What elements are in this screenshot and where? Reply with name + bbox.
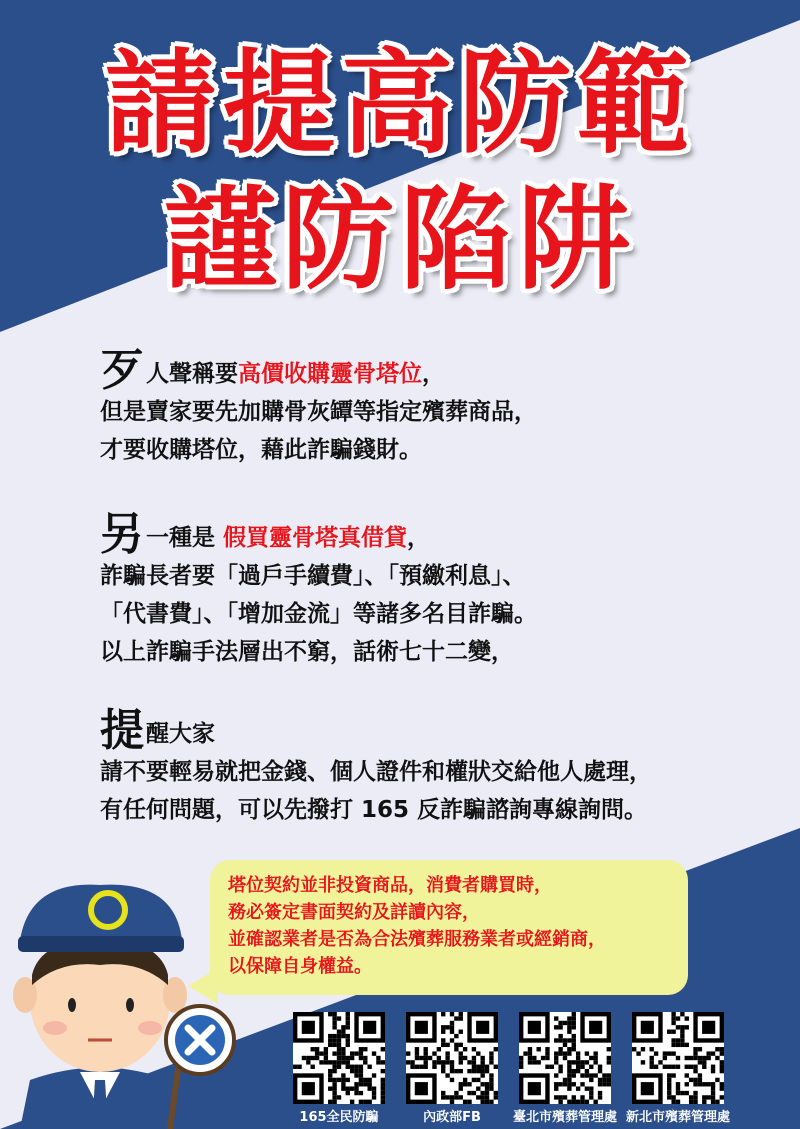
qr-label-165: 165全民防騙 xyxy=(299,1110,379,1125)
paragraph-2-text: 一種是 xyxy=(146,525,224,551)
paragraph-2-highlight: 假買靈骨塔真借貸 xyxy=(223,525,408,551)
paragraph-1 xyxy=(100,345,537,469)
paragraph-3-line-3: 有任何問題，可以先撥打 165 反詐騙諮詢專線詢問。 xyxy=(100,797,648,823)
qr-code-moi-fb[interactable] xyxy=(406,1012,498,1104)
police-officer-illustration xyxy=(0,880,240,1129)
paragraph-3-text: 醒大家 xyxy=(146,721,215,747)
qr-code-icon xyxy=(293,1012,385,1104)
paragraph-3-line-2: 請不要輕易就把金錢、個人證件和權狀交給他人處理， xyxy=(100,759,652,785)
notice-line-4: 以保障自身權益。 xyxy=(228,956,372,977)
paragraph-2-initial: 另 xyxy=(100,509,144,560)
qr-code-icon xyxy=(632,1012,724,1104)
paragraph-2-line-4: 以上詐騙手法層出不窮，話術七十二變， xyxy=(100,639,514,665)
notice-text xyxy=(228,872,606,980)
paragraph-2-line-2: 詐騙長者要「過戶手續費」、「預繳利息」、 xyxy=(100,563,526,589)
paragraph-2 xyxy=(100,509,537,671)
paragraph-1-line-3: 才要收購塔位，藉此詐騙錢財。 xyxy=(100,437,422,463)
paragraph-2-comma: ， xyxy=(407,525,431,551)
paragraph-1-line-2: 但是賣家要先加購骨灰罈等指定殯葬商品， xyxy=(100,399,537,425)
paragraph-2-line-1 xyxy=(100,509,537,560)
notice-line-2: 務必簽定書面契約及詳讀內容， xyxy=(228,902,480,923)
paragraph-1-text: 人聲稱要 xyxy=(146,361,238,387)
qr-code-165[interactable] xyxy=(293,1012,385,1104)
notice-line-1: 塔位契約並非投資商品，消費者購買時， xyxy=(228,875,552,896)
notice-line-3: 並確認業者是否為合法殯葬服務業者或經銷商， xyxy=(228,929,606,950)
paragraph-1-line-1 xyxy=(100,345,537,396)
qr-label-new-taipei: 新北市殯葬管理處 xyxy=(625,1110,730,1125)
paragraph-1-comma: ， xyxy=(422,361,445,387)
paragraph-3-line-1 xyxy=(100,705,652,756)
qr-code-new-taipei[interactable] xyxy=(632,1012,724,1104)
qr-label-moi-fb: 內政部FB xyxy=(423,1110,481,1125)
paragraph-1-highlight: 高價收購靈骨塔位 xyxy=(238,361,422,387)
qr-label-taipei: 臺北市殯葬管理處 xyxy=(512,1110,617,1125)
paragraph-1-initial: 歹 xyxy=(100,345,144,396)
paragraph-3-initial: 提 xyxy=(100,705,144,756)
title-line-1: 請提高防範 xyxy=(105,39,695,169)
qr-code-icon xyxy=(519,1012,611,1104)
paragraph-3 xyxy=(100,705,652,829)
paragraph-2-line-3: 「代書費」、「增加金流」等諸多名目詐騙。 xyxy=(100,601,537,627)
qr-code-icon xyxy=(406,1012,498,1104)
qr-code-taipei[interactable] xyxy=(519,1012,611,1104)
title-line-2: 謹防陷阱 xyxy=(164,175,636,305)
